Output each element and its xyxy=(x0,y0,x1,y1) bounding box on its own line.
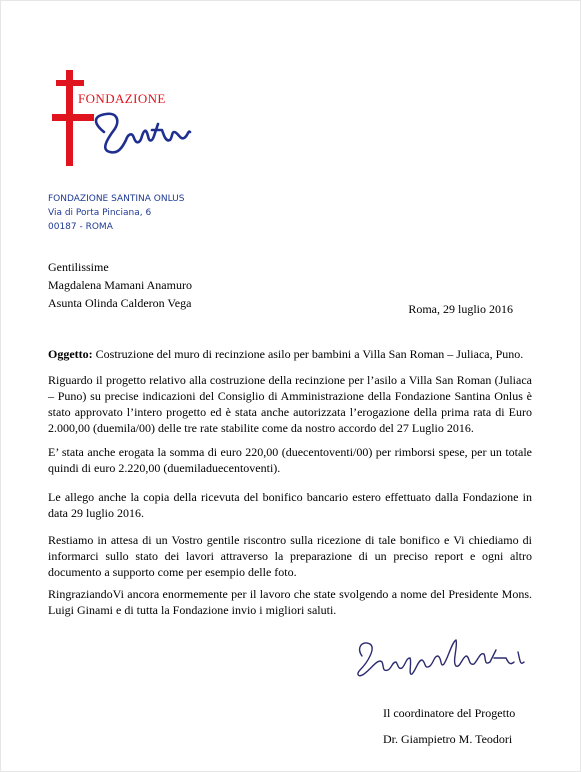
paragraph-thanks: RingraziandoVi ancora enormemente per il lavoro che state svolgendo a nome del Presidente Mons. Luigi Ginami e di tutta la Fondazione invio i migliori saluti. xyxy=(48,587,532,617)
paragraph-project: Riguardo il progetto relativo alla costruzione della recinzione per l’asilo a Villa San Roman (Juliaca – Puno) su precise indicazioni del Consiglio di Amministrazione della Fondazione Santina Onlus è stato approvato l’intero progetto ed è stata anche autorizzata l’erogazione della prima rata di Euro 2.000,00 (duemila/00) delle tre rate stabilite come da nostro accordo del 27 Luglio 2016. xyxy=(48,373,532,435)
logo-cross-long-bar xyxy=(52,114,94,121)
subject-text: Costruzione del muro di recinzione asilo per bambini a Villa San Roman – Juliaca, Puno. xyxy=(92,347,524,361)
sender-street: Via di Porta Pinciana, 6 xyxy=(48,208,152,218)
letter-date: Roma, 29 luglio 2016 xyxy=(408,302,513,316)
recipients-block xyxy=(48,258,192,312)
logo-fondazione-text: FONDAZIONE xyxy=(78,91,166,106)
fondazione-santina-logo xyxy=(48,66,198,166)
closing-role: Il coordinatore del Progetto xyxy=(383,706,516,720)
paragraph-expenses: E’ stata anche erogata la somma di euro 220,00 (duecentoventi/00) per rimborsi spese, per un totale quindi di euro 2.220,00 (duemiladuecentoventi). xyxy=(48,445,532,475)
subject-label: Oggetto: xyxy=(48,347,93,361)
paragraph-request: Restiamo in attesa di un Vostro gentile riscontro sulla ricezione di tale bonifico e Vi chiediamo di informarci sullo stato dei lavori attraverso la preparazione di un preciso report e ogni altro documento a supporto come per esempio delle foto. xyxy=(48,533,532,579)
handwritten-signature xyxy=(348,632,530,684)
salutation: Gentilissime xyxy=(48,260,109,274)
closing-name: Dr. Giampietro M. Teodori xyxy=(383,732,513,746)
sender-name: FONDAZIONE SANTINA ONLUS xyxy=(48,194,185,204)
closing-block xyxy=(383,700,543,752)
sender-address-block xyxy=(48,192,184,234)
sender-city: 00187 - ROMA xyxy=(48,222,113,232)
logo-santina-script xyxy=(96,114,190,153)
subject-line xyxy=(48,346,532,362)
logo-cross-top-bar xyxy=(56,80,84,86)
recipient-name-1: Magdalena Mamani Anamuro xyxy=(48,278,192,292)
recipient-name-2: Asunta Olinda Calderon Vega xyxy=(48,296,192,310)
paragraph-receipt: Le allego anche la copia della ricevuta del bonifico bancario estero effettuato dalla Fondazione in data 29 luglio 2016. xyxy=(48,490,532,520)
